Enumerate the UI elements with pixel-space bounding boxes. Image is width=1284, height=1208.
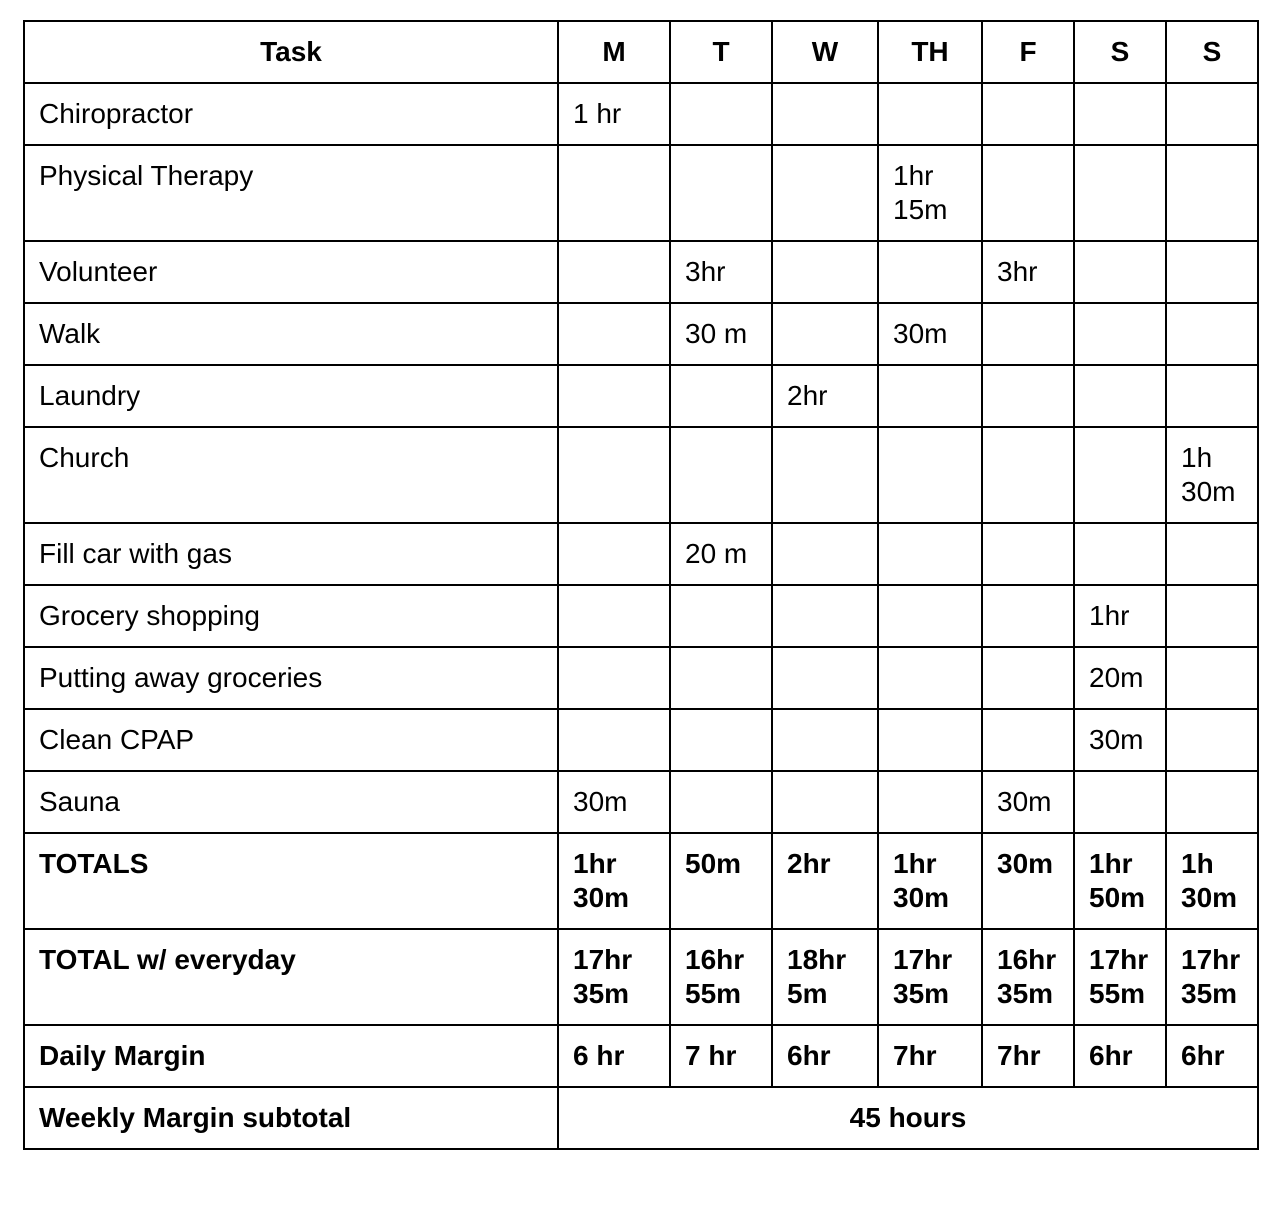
time-cell — [558, 709, 670, 771]
task-name: Sauna — [24, 771, 558, 833]
time-cell — [772, 523, 878, 585]
time-cell: 30m — [1074, 709, 1166, 771]
table-row — [24, 585, 1258, 647]
daily-margin-cell: 6hr — [772, 1025, 878, 1087]
time-cell — [772, 585, 878, 647]
time-cell: 3hr — [982, 241, 1074, 303]
daily-margin-cell: 6hr — [1074, 1025, 1166, 1087]
task-name: Laundry — [24, 365, 558, 427]
task-name: Clean CPAP — [24, 709, 558, 771]
time-cell — [878, 523, 982, 585]
time-cell — [1074, 241, 1166, 303]
header-row — [24, 21, 1258, 83]
total-everyday-label: TOTAL w/ everyday — [24, 929, 558, 1025]
total-everyday-cell: 16hr 35m — [982, 929, 1074, 1025]
total-cell: 1hr 30m — [878, 833, 982, 929]
daily-margin-cell: 6 hr — [558, 1025, 670, 1087]
time-cell — [772, 241, 878, 303]
time-cell — [1074, 771, 1166, 833]
time-cell: 20m — [1074, 647, 1166, 709]
time-cell — [670, 427, 772, 523]
daily-margin-label: Daily Margin — [24, 1025, 558, 1087]
time-cell — [982, 303, 1074, 365]
table-row — [24, 771, 1258, 833]
table-row — [24, 427, 1258, 523]
time-cell — [878, 771, 982, 833]
time-cell — [1074, 303, 1166, 365]
time-cell — [772, 771, 878, 833]
header-thursday: TH — [878, 21, 982, 83]
table-row — [24, 523, 1258, 585]
total-everyday-cell: 17hr 35m — [558, 929, 670, 1025]
time-cell — [878, 427, 982, 523]
time-cell — [1166, 365, 1258, 427]
time-cell — [878, 647, 982, 709]
time-cell — [1074, 83, 1166, 145]
daily-margin-row — [24, 1025, 1258, 1087]
header-saturday: S — [1074, 21, 1166, 83]
time-cell — [772, 427, 878, 523]
time-cell — [670, 83, 772, 145]
time-cell: 30 m — [670, 303, 772, 365]
task-name: Putting away groceries — [24, 647, 558, 709]
header-monday: M — [558, 21, 670, 83]
time-cell — [982, 523, 1074, 585]
time-cell — [878, 365, 982, 427]
total-everyday-cell: 18hr 5m — [772, 929, 878, 1025]
total-everyday-row — [24, 929, 1258, 1025]
time-cell — [558, 585, 670, 647]
time-cell — [772, 83, 878, 145]
task-name: Church — [24, 427, 558, 523]
total-everyday-cell: 16hr 55m — [670, 929, 772, 1025]
time-cell — [1166, 241, 1258, 303]
total-everyday-cell: 17hr 55m — [1074, 929, 1166, 1025]
table-row — [24, 83, 1258, 145]
time-cell — [558, 427, 670, 523]
weekly-schedule-table — [23, 20, 1259, 1150]
header-sunday: S — [1166, 21, 1258, 83]
time-cell — [670, 709, 772, 771]
header-tuesday: T — [670, 21, 772, 83]
task-name: Walk — [24, 303, 558, 365]
time-cell — [982, 427, 1074, 523]
time-cell — [772, 647, 878, 709]
time-cell: 20 m — [670, 523, 772, 585]
time-cell — [772, 303, 878, 365]
time-cell: 3hr — [670, 241, 772, 303]
time-cell: 1hr 15m — [878, 145, 982, 241]
task-name: Physical Therapy — [24, 145, 558, 241]
task-name: Grocery shopping — [24, 585, 558, 647]
total-cell: 1hr 50m — [1074, 833, 1166, 929]
task-name: Fill car with gas — [24, 523, 558, 585]
time-cell — [1166, 145, 1258, 241]
time-cell — [982, 365, 1074, 427]
time-cell — [558, 647, 670, 709]
weekly-margin-value: 45 hours — [558, 1087, 1258, 1149]
time-cell — [558, 145, 670, 241]
task-name: Volunteer — [24, 241, 558, 303]
time-cell: 2hr — [772, 365, 878, 427]
total-cell: 2hr — [772, 833, 878, 929]
time-cell — [558, 241, 670, 303]
table-row — [24, 365, 1258, 427]
time-cell — [670, 647, 772, 709]
time-cell: 30m — [558, 771, 670, 833]
total-everyday-cell: 17hr 35m — [878, 929, 982, 1025]
time-cell — [670, 145, 772, 241]
daily-margin-cell: 7hr — [982, 1025, 1074, 1087]
time-cell — [878, 83, 982, 145]
time-cell — [670, 365, 772, 427]
time-cell — [1074, 523, 1166, 585]
time-cell — [878, 585, 982, 647]
totals-label: TOTALS — [24, 833, 558, 929]
time-cell — [1166, 523, 1258, 585]
weekly-margin-row — [24, 1087, 1258, 1149]
time-cell — [878, 709, 982, 771]
time-cell — [982, 145, 1074, 241]
time-cell — [1074, 427, 1166, 523]
time-cell — [772, 709, 878, 771]
time-cell — [1074, 145, 1166, 241]
time-cell — [1166, 83, 1258, 145]
time-cell — [558, 303, 670, 365]
time-cell — [878, 241, 982, 303]
time-cell — [982, 647, 1074, 709]
time-cell — [1074, 365, 1166, 427]
time-cell — [982, 83, 1074, 145]
time-cell: 30m — [878, 303, 982, 365]
daily-margin-cell: 7hr — [878, 1025, 982, 1087]
table-row — [24, 709, 1258, 771]
daily-margin-cell: 6hr — [1166, 1025, 1258, 1087]
daily-margin-cell: 7 hr — [670, 1025, 772, 1087]
time-cell: 1h 30m — [1166, 427, 1258, 523]
table-row — [24, 241, 1258, 303]
total-cell: 30m — [982, 833, 1074, 929]
task-name: Chiropractor — [24, 83, 558, 145]
header-task: Task — [24, 21, 558, 83]
time-cell — [1166, 303, 1258, 365]
time-cell: 30m — [982, 771, 1074, 833]
time-cell: 1 hr — [558, 83, 670, 145]
header-friday: F — [982, 21, 1074, 83]
time-cell — [670, 585, 772, 647]
time-cell — [1166, 709, 1258, 771]
time-cell — [670, 771, 772, 833]
total-cell: 1h 30m — [1166, 833, 1258, 929]
time-cell — [558, 365, 670, 427]
time-cell — [1166, 647, 1258, 709]
time-cell — [982, 709, 1074, 771]
totals-row — [24, 833, 1258, 929]
table-row — [24, 145, 1258, 241]
time-cell — [772, 145, 878, 241]
table-row — [24, 647, 1258, 709]
total-cell: 50m — [670, 833, 772, 929]
time-cell: 1hr — [1074, 585, 1166, 647]
time-cell — [558, 523, 670, 585]
total-cell: 1hr 30m — [558, 833, 670, 929]
time-cell — [982, 585, 1074, 647]
weekly-margin-label: Weekly Margin subtotal — [24, 1087, 558, 1149]
time-cell — [1166, 585, 1258, 647]
table-row — [24, 303, 1258, 365]
header-wednesday: W — [772, 21, 878, 83]
time-cell — [1166, 771, 1258, 833]
total-everyday-cell: 17hr 35m — [1166, 929, 1258, 1025]
